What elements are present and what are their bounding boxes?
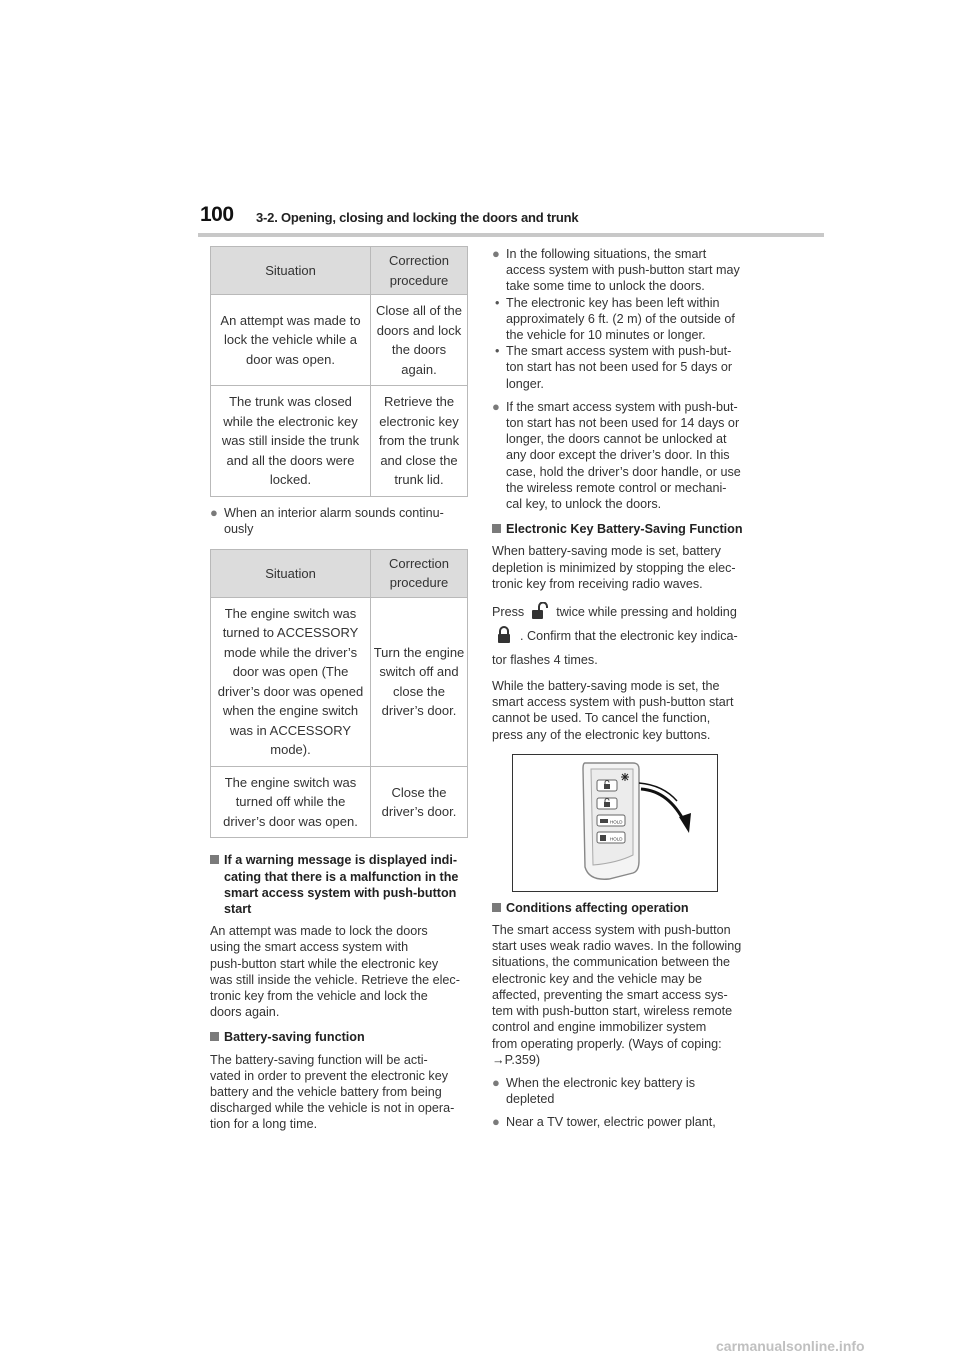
square-bullet-icon <box>210 855 219 864</box>
situation-cell: The engine switch was turned off while the driver’s door was open. <box>211 766 371 838</box>
lock-failure-table <box>210 246 468 497</box>
bullet-dot-icon: ● <box>492 246 500 261</box>
conditions-heading: Conditions affecting operation <box>492 900 750 916</box>
list-item: • The smart access system with push-but- ton start has not been used for 5 days or longer. <box>495 344 733 391</box>
correction-cell: Turn the engine switch off and close the driver’s door. <box>371 597 468 766</box>
header-situation: Situation <box>211 549 371 597</box>
section-title: 3-2. Opening, closing and locking the doors and trunk <box>256 210 579 225</box>
table-header-row <box>211 247 468 295</box>
bullet-dot-icon: ● <box>210 504 218 520</box>
correction-cell: Close the driver’s door. <box>371 766 468 838</box>
situation-cell: The trunk was closed while the electronic key was still inside the trunk and all the doors were locked. <box>211 386 371 497</box>
header-rule <box>198 233 824 237</box>
table-row <box>211 597 468 766</box>
conditions-body: The smart access system with push-button start uses weak radio waves. In the following situations, the communication between the electronic key and the vehicle may be affected, preventing the smart access sys- tem with push-button start, wireless remote control and engine immobilizer system from operating properly. (Ways of coping: →P.359) <box>492 923 742 1067</box>
situation-cell: The engine switch was turned to ACCESSORY mode while the driver’s door was open (The driver’s door was opened when the engine switch was in ACCESSORY mode). <box>211 597 371 766</box>
table-row <box>211 766 468 838</box>
warning-message-body: An attempt was made to lock the doors using the smart access system with push-button start while the electronic key was still inside the vehicle. Retrieve the elec- tronic key from the vehicle and lock the doors again. <box>210 924 460 1020</box>
lock-icon <box>494 626 514 644</box>
square-bullet-icon <box>210 1032 219 1041</box>
key-battery-saving-heading: Electronic Key Battery-Saving Function <box>492 521 750 537</box>
battery-saving-heading: Battery-saving function <box>210 1029 468 1045</box>
correction-cell: Close all of the doors and lock the doors again. <box>371 295 468 386</box>
warning-message-heading: If a warning message is displayed indi- cating that there is a malfunction in the smart access system with push-button start <box>210 852 468 917</box>
hold-label: HOLD <box>610 836 623 842</box>
page-number: 100 <box>200 203 234 226</box>
watermark: carmanualsonline.info <box>716 1338 865 1354</box>
situation-cell: An attempt was made to lock the vehicle while a door was open. <box>211 295 371 386</box>
battery-saving-body: The battery-saving function will be acti- vated in order to prevent the electronic key battery and the vehicle battery from being discharged while the vehicle is not in opera- tion for a long time. <box>210 1052 455 1132</box>
electronic-key-illustration <box>512 754 718 892</box>
correction-cell: Retrieve the electronic key from the trunk and close the trunk lid. <box>371 386 468 497</box>
unused-14-days-bullet: ● If the smart access system with push-but- ton start has not been used for 14 days or longer, the doors cannot be unlocked at any door except the driver’s door. In this case, hold the driver’s door handle, or use the wireless remote control or mechani- cal key, to unlock the doors. <box>492 398 741 512</box>
interior-alarm-table <box>210 549 468 839</box>
flash-indicator-icon <box>621 773 629 781</box>
left-column <box>210 246 468 1133</box>
bullet-dot-icon: ● <box>492 1114 500 1130</box>
key-battery-saving-body: When battery-saving mode is set, battery depletion is minimized by stopping the elec- tronic key from receiving radio waves. <box>492 544 736 591</box>
unlock-delay-bullet: ● In the following situations, the smart access system with push-button start may take some time to unlock the doors. <box>492 246 740 294</box>
table-header-row <box>211 549 468 597</box>
square-bullet-icon <box>492 903 501 912</box>
condition-bullet: ● Near a TV tower, electric power plant, <box>492 1114 716 1130</box>
hold-label: HOLD <box>610 819 623 825</box>
press-instruction: Press twice while pressing and holding . Confirm that the electronic key indica- tor flashes 4 times. <box>492 600 750 672</box>
battery-saving-cancel: While the battery-saving mode is set, the smart access system with push-button start cannot be used. To cancel the function, press any of the electronic key buttons. <box>492 679 734 742</box>
bullet-dot-icon: ● <box>492 1074 500 1090</box>
key-fob-icon <box>513 755 717 891</box>
bullet-dot-icon: ● <box>492 398 500 414</box>
page-header <box>198 203 824 239</box>
header-situation: Situation <box>211 247 371 295</box>
unlock-icon <box>530 602 550 620</box>
table-row <box>211 295 468 386</box>
square-bullet-icon <box>492 524 501 533</box>
interior-alarm-bullet: ● When an interior alarm sounds continu- ously <box>210 504 444 536</box>
header-correction: Correction procedure <box>371 549 468 597</box>
table-row <box>211 386 468 497</box>
right-column <box>492 246 750 1131</box>
list-item: • The electronic key has been left within approximately 6 ft. (2 m) of the outside of the vehicle for 10 minutes or longer. <box>495 295 735 343</box>
header-correction: Correction procedure <box>371 247 468 295</box>
page-reference-link[interactable]: →P.359) <box>492 1052 541 1067</box>
condition-bullet: ● When the electronic key battery is depleted <box>492 1074 695 1107</box>
